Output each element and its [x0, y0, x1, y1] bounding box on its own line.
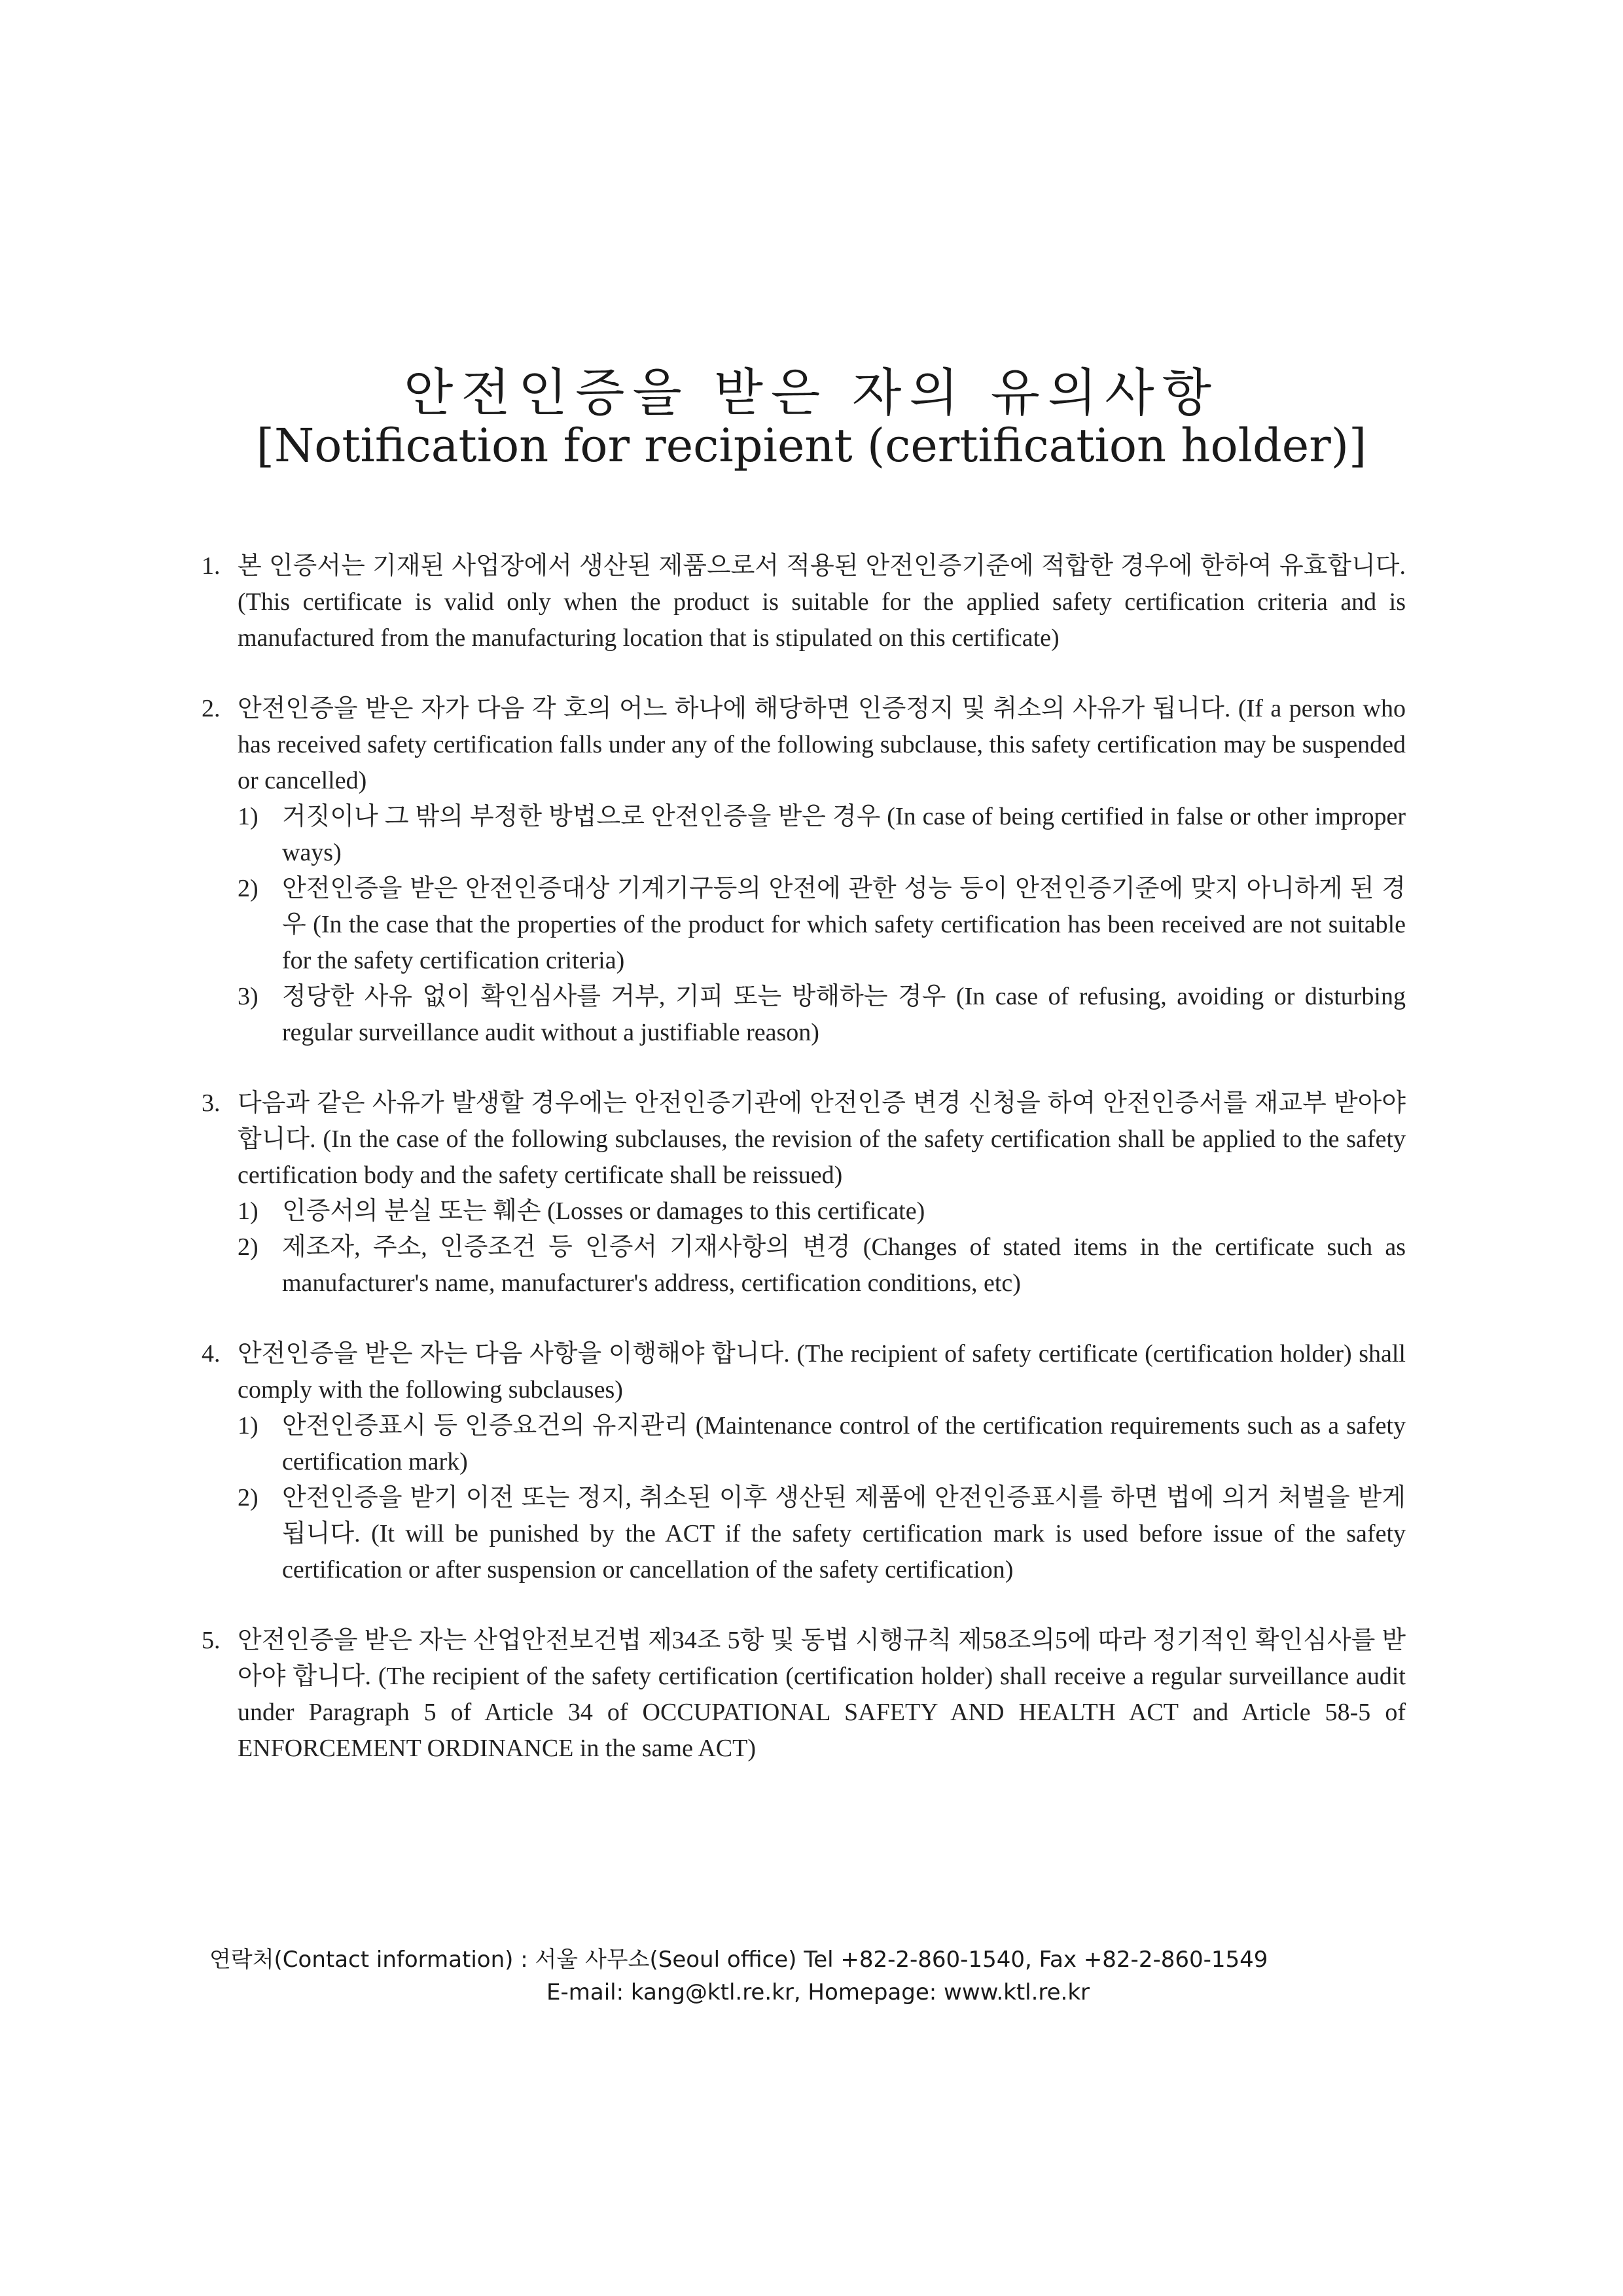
- sub-item-text: 안전인증표시 등 인증요건의 유지관리 (Maintenance control of the certification requirements such as a safety certification mark): [282, 1412, 1406, 1475]
- sub-item-text: 정당한 사유 없이 확인심사를 거부, 기피 또는 방해하는 경우 (In case of refusing, avoiding or disturbing regular surveillance audit without a justifiable reason): [282, 983, 1406, 1046]
- sub-item-number: 1): [238, 803, 259, 830]
- sub-item: [238, 1480, 1406, 1588]
- item-number: 3.: [202, 1089, 221, 1117]
- title-korean: 안전인증을 받은 자의 유의사항: [404, 364, 1219, 423]
- sub-item: [238, 799, 1406, 871]
- sub-item: [238, 871, 1406, 979]
- sub-item-text: 안전인증을 받은 안전인증대상 기계기구등의 안전에 관한 성능 등이 안전인증기준에 맞지 아니하게 된 경우 (In the case that the properties of the product for which safety certification has been received are not suitable for the safety certification criteria): [282, 875, 1406, 974]
- sub-item-number: 2): [238, 1484, 259, 1511]
- notice-item-4: [202, 1336, 1406, 1588]
- sub-item: [238, 1229, 1406, 1301]
- item-number: 2.: [202, 695, 221, 722]
- contact-info: [209, 1943, 1387, 2009]
- item-text: 다음과 같은 사유가 발생할 경우에는 안전인증기관에 안전인증 변경 신청을 하여 안전인증서를 재교부 받아야 합니다. (In the case of the following subclauses, the revision of the safety certification shall be applied to the safety certification body and the safety certificate shall be reissued): [238, 1089, 1406, 1189]
- sub-item-number: 3): [238, 983, 259, 1010]
- contact-line-phone: 연락처(Contact information) : 서울 사무소(Seoul office) Tel +82-2-860-1540, Fax +82-2-860-1549: [209, 1947, 1268, 1973]
- notice-item-3: [202, 1086, 1406, 1301]
- contact-line-email: E-mail: kang@ktl.re.kr, Homepage: www.ktl.re.kr: [546, 1979, 1090, 2005]
- notice-item-1: [202, 548, 1406, 656]
- sub-item-number: 2): [238, 875, 259, 902]
- sub-item: [238, 1193, 1406, 1229]
- sub-item-text: 제조자, 주소, 인증조건 등 인증서 기재사항의 변경 (Changes of stated items in the certificate such as manufacturer's name, manufacturer's address, certification conditions, etc): [282, 1233, 1406, 1297]
- sub-item-text: 거짓이나 그 밖의 부정한 방법으로 안전인증을 받은 경우 (In case of being certified in false or other improper ways): [282, 803, 1406, 866]
- sub-item: [238, 979, 1406, 1051]
- item-number: 4.: [202, 1340, 221, 1368]
- title-english: [Notification for recipient (certification holder)]: [256, 419, 1367, 472]
- item-text: 안전인증을 받은 자는 다음 사항을 이행해야 합니다. (The recipient of safety certificate (certification holder) shall comply with the following subclauses): [238, 1340, 1406, 1404]
- item-number: 1.: [202, 552, 221, 580]
- sub-item-text: 안전인증을 받기 이전 또는 정지, 취소된 이후 생산된 제품에 안전인증표시를 하면 법에 의거 처벌을 받게 됩니다. (It will be punished by the ACT if the safety certification mark is used before issue of the safety certification or after suspension or cancellation of the safety certification): [282, 1484, 1406, 1583]
- item-text: 본 인증서는 기재된 사업장에서 생산된 제품으로서 적용된 안전인증기준에 적합한 경우에 한하여 유효합니다. (This certificate is valid only when the product is suitable for the applied safety certification criteria and is manufactured from the manufacturing location that is stipulated on this certificate): [238, 552, 1406, 652]
- sub-item-number: 2): [238, 1233, 259, 1261]
- notice-item-5: [202, 1623, 1406, 1767]
- sub-item: [238, 1408, 1406, 1480]
- notice-item-2: [202, 691, 1406, 1051]
- item-text: 안전인증을 받은 자가 다음 각 호의 어느 하나에 해당하면 인증정지 및 취소의 사유가 됩니다. (If a person who has received safety certification falls under any of the following subclause, this safety certification may be suspended or cancelled): [238, 695, 1406, 794]
- sub-item-number: 1): [238, 1197, 259, 1225]
- sub-item-number: 1): [238, 1412, 259, 1439]
- item-number: 5.: [202, 1627, 221, 1654]
- sub-item-text: 인증서의 분실 또는 훼손 (Losses or damages to this certificate): [282, 1197, 925, 1225]
- item-text: 안전인증을 받은 자는 산업안전보건법 제34조 5항 및 동법 시행규칙 제58조의5에 따라 정기적인 확인심사를 받아야 합니다. (The recipient of the safety certification (certification holder) shall receive a regular surveillance audit under Paragraph 5 of Article 34 of OCCUPATIONAL SAFETY AND HEALTH ACT and Article 58-5 of ENFORCEMENT ORDINANCE in the same ACT): [238, 1627, 1406, 1762]
- notice-list: [202, 548, 1406, 1767]
